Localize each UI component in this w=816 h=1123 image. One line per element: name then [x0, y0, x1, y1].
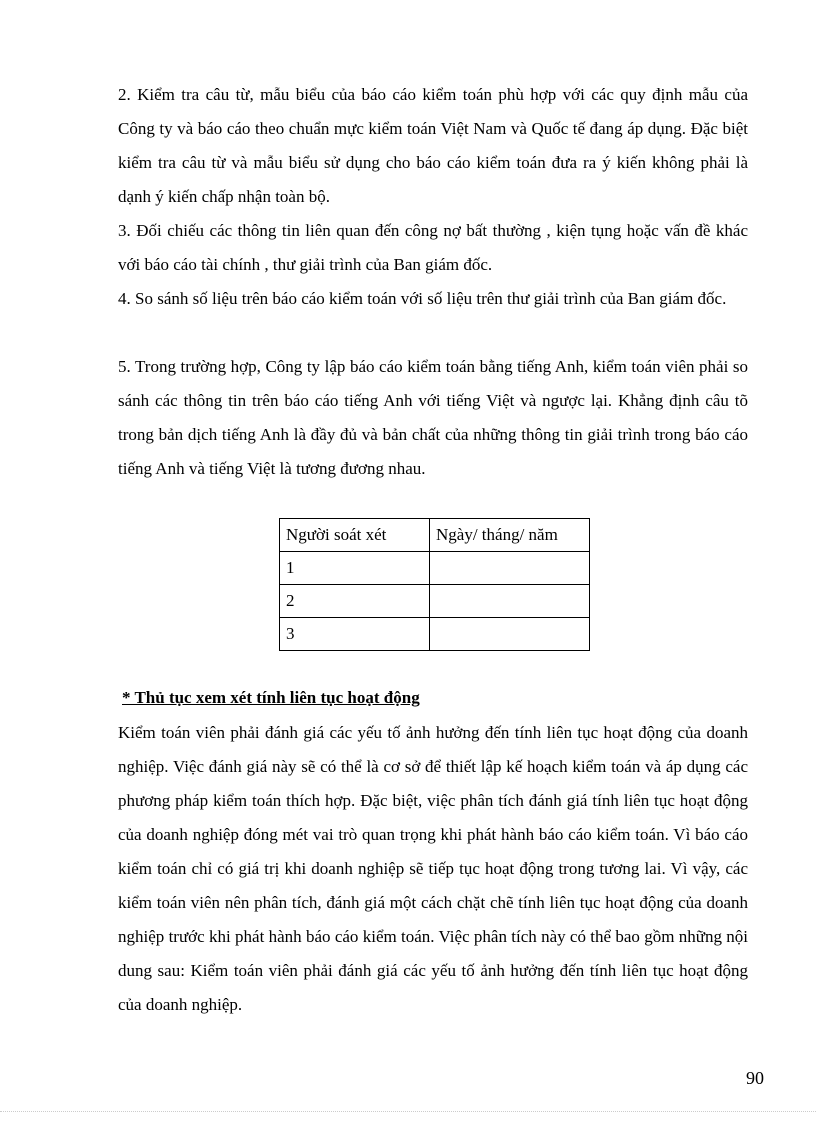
table-cell: 1: [280, 552, 430, 585]
section-heading: * Thủ tục xem xét tính liên tục hoạt động: [122, 688, 420, 707]
section-body: Kiểm toán viên phải đánh giá các yếu tố ảnh hưởng đến tính liên tục hoạt động của doanh nghiệp. Việc đánh giá này sẽ có thể là cơ sở để thiết lập kế hoạch kiểm toán và áp dụng các phương pháp kiểm toán thích hợp. Đặc biệt, việc phân tích đánh giá tính liên tục hoạt động của doanh nghiệp đóng mét vai trò quan trọng khi phát hành báo cáo kiểm toán. Vì báo cáo kiểm toán chỉ có giá trị khi doanh nghiệp sẽ tiếp tục hoạt động trong tương lai. Vì vậy, các kiểm toán viên nên phân tích, đánh giá một cách chặt chẽ tính liên tục hoạt động của doanh nghiệp trước khi phát hành báo cáo kiểm toán. Việc phân tích này có thể bao gồm những nội dung sau: Kiểm toán viên phải đánh giá các yếu tố ảnh hưởng đến tính liên tục hoạt động của doanh nghiệp.: [118, 723, 748, 1014]
table-row: [280, 552, 590, 585]
table-cell: [430, 585, 590, 618]
table-cell: 3: [280, 618, 430, 651]
table-header-row: [280, 519, 590, 552]
paragraph-4: 4. So sánh số liệu trên báo cáo kiểm toán với số liệu trên thư giải trình của Ban giám đốc.: [118, 289, 727, 308]
table-row: [280, 618, 590, 651]
reviewer-table: [279, 518, 590, 651]
header-date: Ngày/ tháng/ năm: [430, 519, 590, 552]
footer-divider: [0, 1111, 816, 1112]
header-reviewer: Người soát xét: [280, 519, 430, 552]
table-row: [280, 585, 590, 618]
paragraph-2: 2. Kiểm tra câu từ, mẫu biểu của báo cáo kiểm toán phù hợp với các quy định mẫu của Công ty và báo cáo theo chuẩn mực kiểm toán Việt Nam và Quốc tế đang áp dụng. Đặc biệt kiểm tra câu từ và mẫu biểu sử dụng cho báo cáo kiểm toán đưa ra ý kiến không phải là dạnh ý kiến chấp nhận toàn bộ.: [118, 85, 748, 206]
table-cell: 2: [280, 585, 430, 618]
paragraph-3: 3. Đối chiếu các thông tin liên quan đến công nợ bất thường , kiện tụng hoặc vấn đề khác với báo cáo tài chính , thư giải trình của Ban giám đốc.: [118, 221, 748, 274]
paragraph-5: 5. Trong trường hợp, Công ty lập báo cáo kiểm toán bằng tiếng Anh, kiểm toán viên phải so sánh các thông tin trên báo cáo tiếng Anh với tiếng Việt và ngược lại. Khẳng định câu tõ trong bản dịch tiếng Anh là đầy đủ và bản chất của những thông tin giải trình trong báo cáo tiếng Anh và tiếng Việt là tương đương nhau.: [118, 357, 748, 478]
page-number: 90: [746, 1068, 764, 1088]
table-cell: [430, 552, 590, 585]
table-cell: [430, 618, 590, 651]
